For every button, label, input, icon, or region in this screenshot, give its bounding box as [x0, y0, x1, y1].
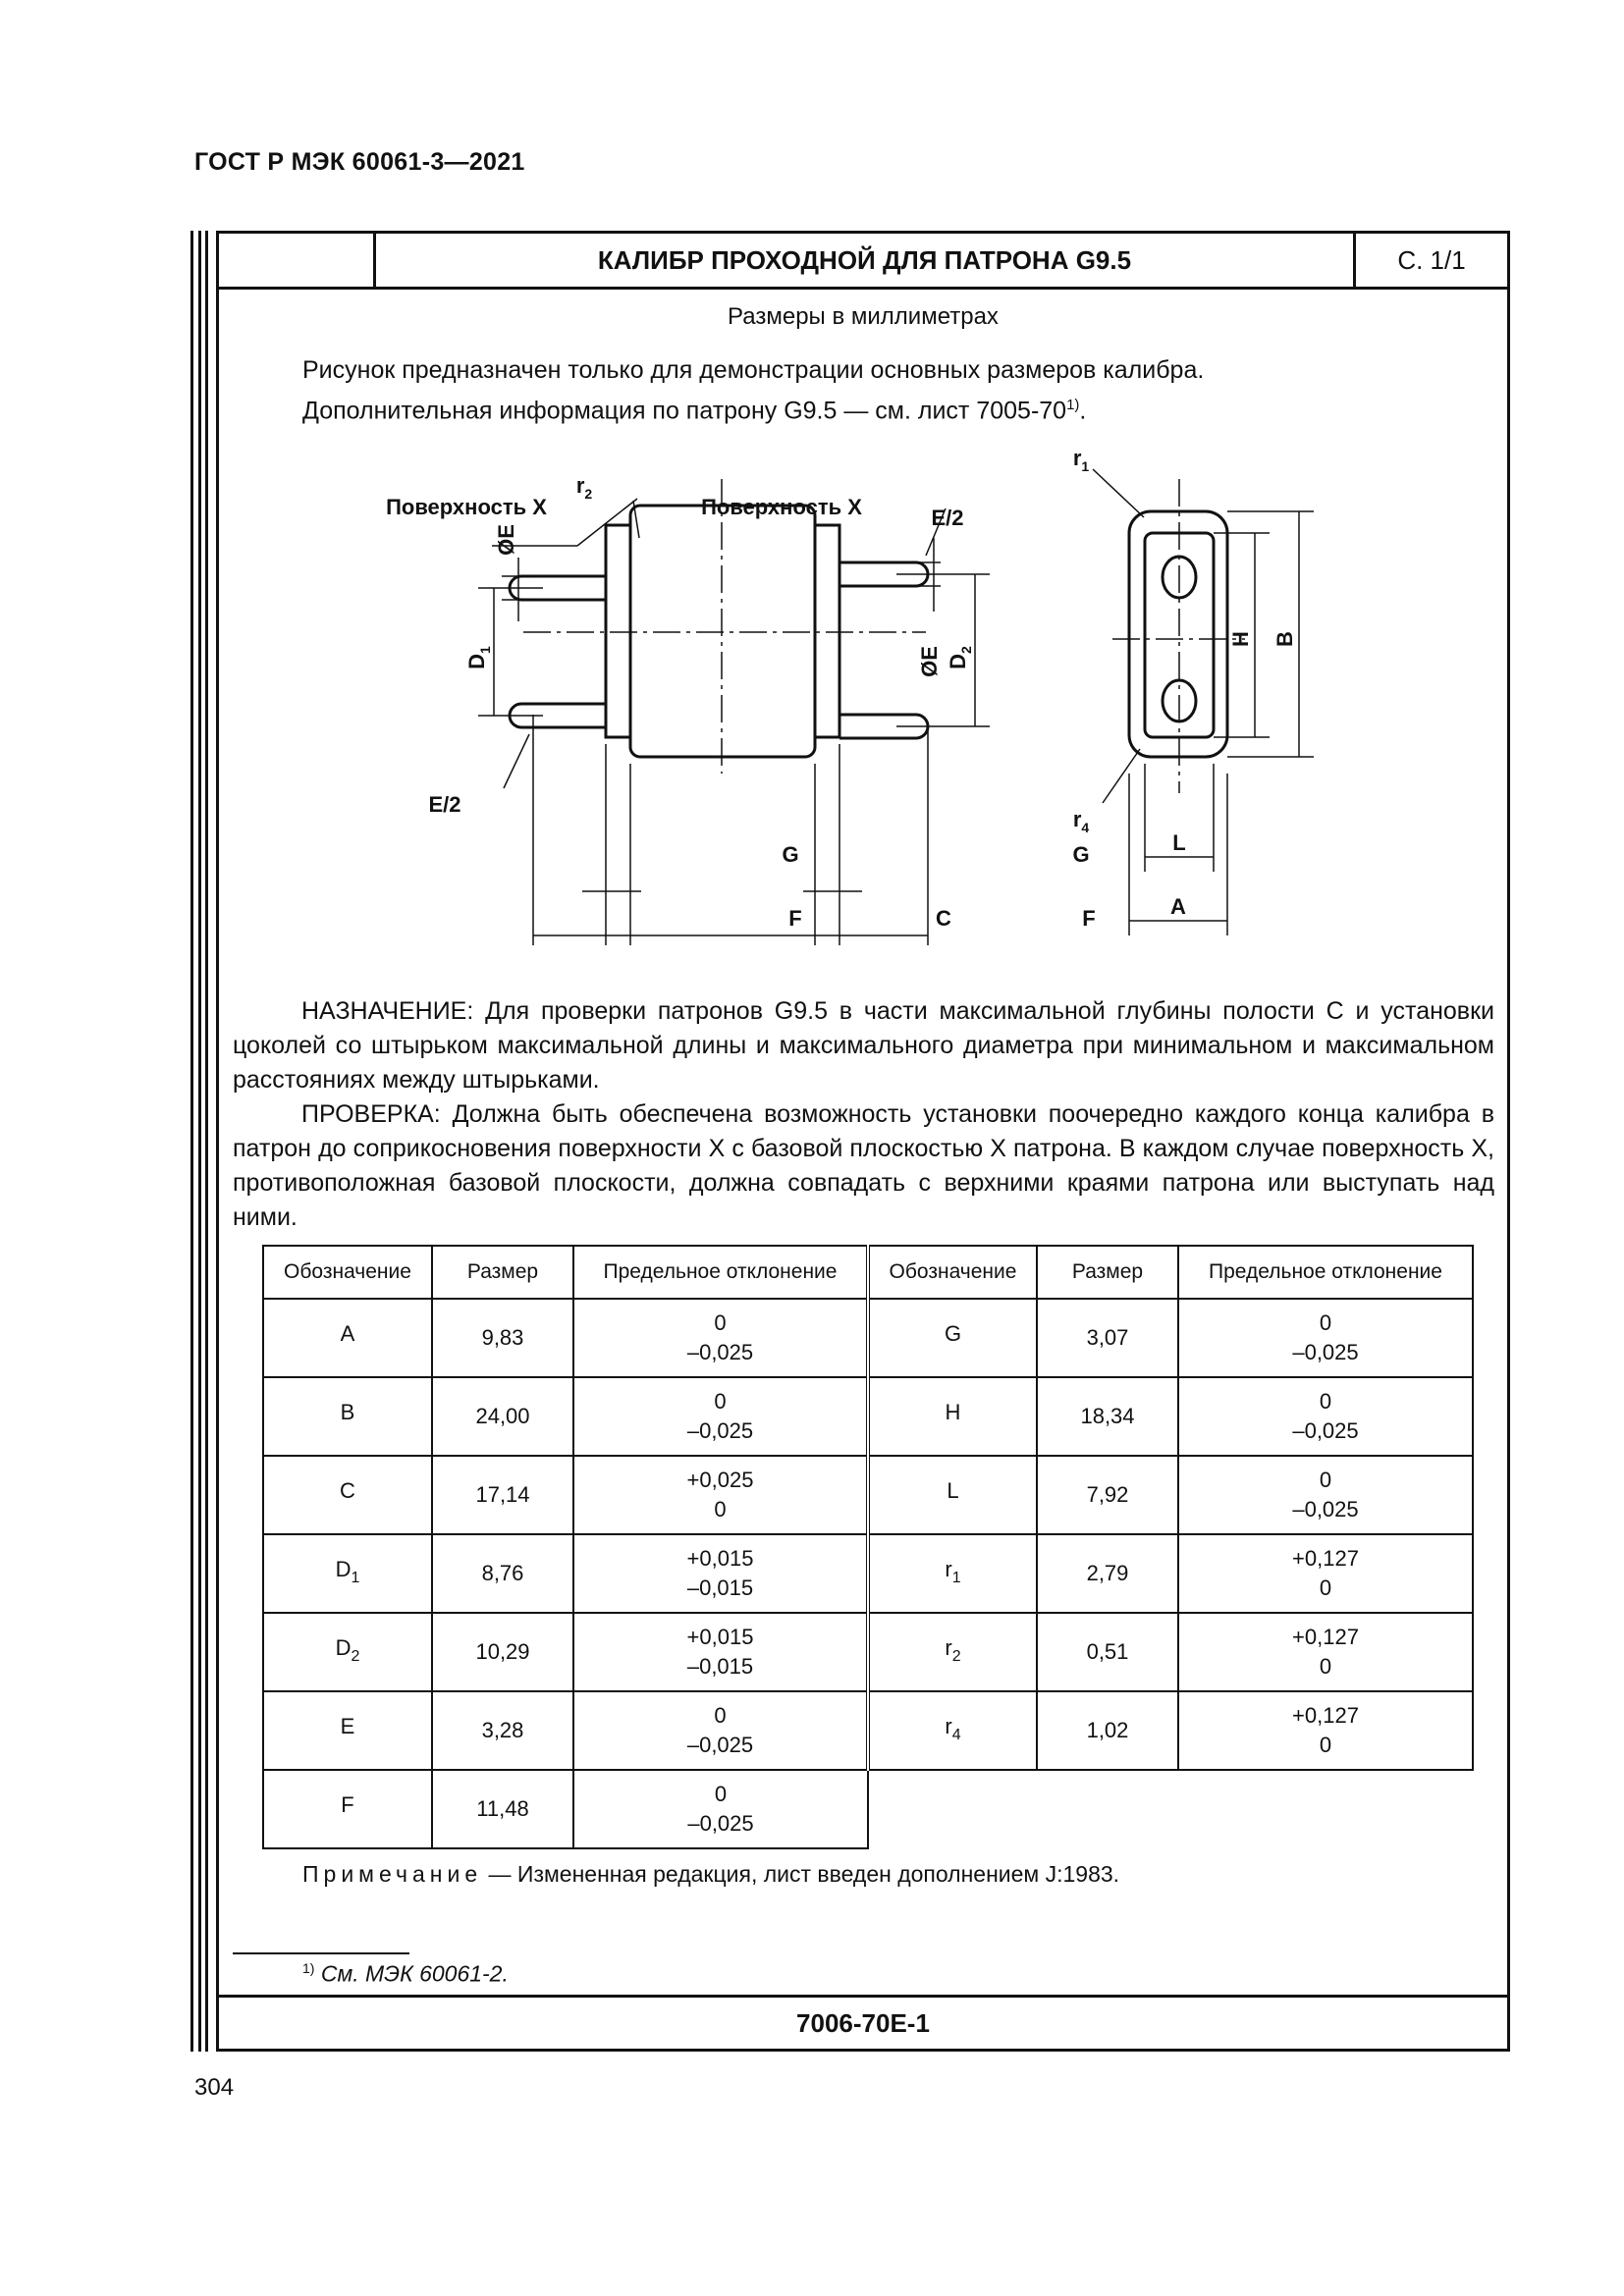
table-row: [263, 1613, 1473, 1691]
diam-e-label-left: ØE: [494, 524, 518, 556]
units-note: Размеры в миллиметрах: [728, 303, 999, 330]
tolerance-cell: +0,127 0: [1178, 1613, 1473, 1691]
designation-cell: $r_4$: [868, 1691, 1037, 1770]
designation-cell: $D_2$: [263, 1613, 432, 1691]
designation-cell: H: [868, 1377, 1037, 1456]
column-header: Предельное отклонение: [1178, 1246, 1473, 1299]
empty-cell: [1037, 1770, 1178, 1848]
column-header: Обозначение: [263, 1246, 432, 1299]
tolerance-cell: +0,025 0: [573, 1456, 868, 1534]
footnote: $^{1)}$ См. МЭК 60061-2.: [302, 1960, 509, 1987]
table-row: [263, 1456, 1473, 1534]
column-header: Обозначение: [868, 1246, 1037, 1299]
a-label: A: [1170, 894, 1186, 919]
designation-cell: B: [263, 1377, 432, 1456]
size-cell: 10,29: [432, 1613, 573, 1691]
designation-cell: G: [868, 1299, 1037, 1377]
margin-bar: [190, 231, 193, 2052]
designation-cell: $r_1$: [868, 1534, 1037, 1613]
tolerance-cell: +0,015 –0,015: [573, 1534, 868, 1613]
designation-cell: F: [263, 1770, 432, 1848]
sheet-page-ref: С. 1/1: [1397, 244, 1466, 275]
size-cell: 17,14: [432, 1456, 573, 1534]
c-label: C: [936, 906, 951, 931]
sheet-header: [219, 234, 1507, 290]
size-cell: 24,00: [432, 1377, 573, 1456]
designation-cell: E: [263, 1691, 432, 1770]
intro-line-2: Дополнительная информация по патрону G9.5 — см. лист 7005-70$^{1)}$.: [302, 397, 1087, 425]
note-label: Примечание: [302, 1861, 483, 1887]
g-label-right: G: [1072, 842, 1090, 867]
e-half-label-left: E/2: [428, 792, 461, 817]
tolerance-cell: +0,127 0: [1178, 1534, 1473, 1613]
size-cell: 11,48: [432, 1770, 573, 1848]
standard-sheet: [216, 231, 1510, 2052]
designation-cell: A: [263, 1299, 432, 1377]
b-label: B: [1272, 631, 1297, 647]
check-paragraph: ПРОВЕРКА: Должна быть обеспечена возможность установки поочередно каждого конца калибра в патрон до соприкосновения поверхности X с базовой плоскостью X патрона. В каждом случае поверхность X, противоположная базовой плоскости, должна совпадать с верхними краями патрона или выступать над ними.: [233, 1100, 1494, 1231]
sheet-code: 7006-70E-1: [219, 1995, 1507, 2049]
tolerance-cell: +0,015 –0,015: [573, 1613, 868, 1691]
column-header: Предельное отклонение: [573, 1246, 868, 1299]
gauge-flange-right: [815, 525, 839, 737]
tolerance-cell: 0 –0,025: [1178, 1299, 1473, 1377]
footnote-reference: 1): [1066, 397, 1080, 413]
dimensions-table: [262, 1245, 1474, 1849]
h-label: H: [1228, 631, 1253, 647]
table-row: [263, 1770, 1473, 1848]
tolerance-cell: 0 –0,025: [1178, 1456, 1473, 1534]
f-label-right: F: [1082, 906, 1096, 931]
designation-cell: C: [263, 1456, 432, 1534]
tolerance-cell: 0 –0,025: [573, 1377, 868, 1456]
size-cell: 2,79: [1037, 1534, 1178, 1613]
note-text: — Измененная редакция, лист введен дополнением J:1983.: [482, 1861, 1120, 1887]
f-label-left: F: [788, 906, 802, 931]
size-cell: 3,07: [1037, 1299, 1178, 1377]
header-blank-cell: [219, 234, 376, 287]
g-label-left: G: [782, 842, 799, 867]
table-row: [263, 1691, 1473, 1770]
diam-e-label-right: ØE: [917, 646, 942, 677]
table-row: [263, 1377, 1473, 1456]
margin-bar: [198, 231, 201, 2052]
empty-cell: [1178, 1770, 1473, 1848]
e-half-label-right: E/2: [931, 506, 964, 530]
size-cell: 8,76: [432, 1534, 573, 1613]
tolerance-cell: +0,127 0: [1178, 1691, 1473, 1770]
tolerance-cell: 0 –0,025: [573, 1770, 868, 1848]
note: [302, 1861, 1119, 1888]
designation-cell: $r_2$: [868, 1613, 1037, 1691]
designation-cell: $D_1$: [263, 1534, 432, 1613]
r1-label: $r_1$: [1072, 446, 1090, 474]
column-header: Размер: [1037, 1246, 1178, 1299]
gauge-drawing: [347, 440, 1348, 950]
r2-label: $r_2$: [575, 473, 593, 502]
tolerance-cell: 0 –0,025: [573, 1299, 868, 1377]
size-cell: 7,92: [1037, 1456, 1178, 1534]
empty-cell: [868, 1770, 1037, 1848]
tolerance-cell: 0 –0,025: [573, 1691, 868, 1770]
designation-cell: L: [868, 1456, 1037, 1534]
size-cell: 3,28: [432, 1691, 573, 1770]
gauge-body: [630, 506, 815, 757]
column-header: Размер: [432, 1246, 573, 1299]
purpose-paragraph: НАЗНАЧЕНИЕ: Для проверки патронов G9.5 в части максимальной глубины полости С и установки цоколей со штырьком максимальной длины и максимального диаметра при минимальном и максимальном расстояниях между штырьками.: [233, 997, 1494, 1094]
size-cell: 18,34: [1037, 1377, 1178, 1456]
gauge-flange-left: [606, 525, 630, 737]
intro-text: [302, 353, 1461, 428]
sheet-title: КАЛИБР ПРОХОДНОЙ ДЛЯ ПАТРОНА G9.5: [376, 234, 1356, 287]
l-label: L: [1172, 830, 1186, 855]
table-row: [263, 1299, 1473, 1377]
d2-label: $D_2$: [946, 646, 974, 669]
page-number: 304: [194, 2074, 235, 2101]
size-cell: 9,83: [432, 1299, 573, 1377]
size-cell: 0,51: [1037, 1613, 1178, 1691]
d1-label: $D_1$: [464, 646, 493, 669]
margin-bar: [205, 231, 208, 2052]
surface-x-right-label: Поверхность X: [701, 495, 862, 519]
r4-label: $r_4$: [1072, 807, 1090, 835]
standard-number: ГОСТ Р МЭК 60061-3—2021: [194, 148, 525, 176]
surface-x-left-label: Поверхность X: [386, 495, 547, 519]
size-cell: 1,02: [1037, 1691, 1178, 1770]
purpose-text: [233, 994, 1494, 1235]
table-row: [263, 1534, 1473, 1613]
footnote-separator: [233, 1952, 409, 1954]
table-header-row: [263, 1246, 1473, 1299]
intro-line-1: Рисунок предназначен только для демонстрации основных размеров калибра.: [302, 356, 1205, 384]
tolerance-cell: 0 –0,025: [1178, 1377, 1473, 1456]
